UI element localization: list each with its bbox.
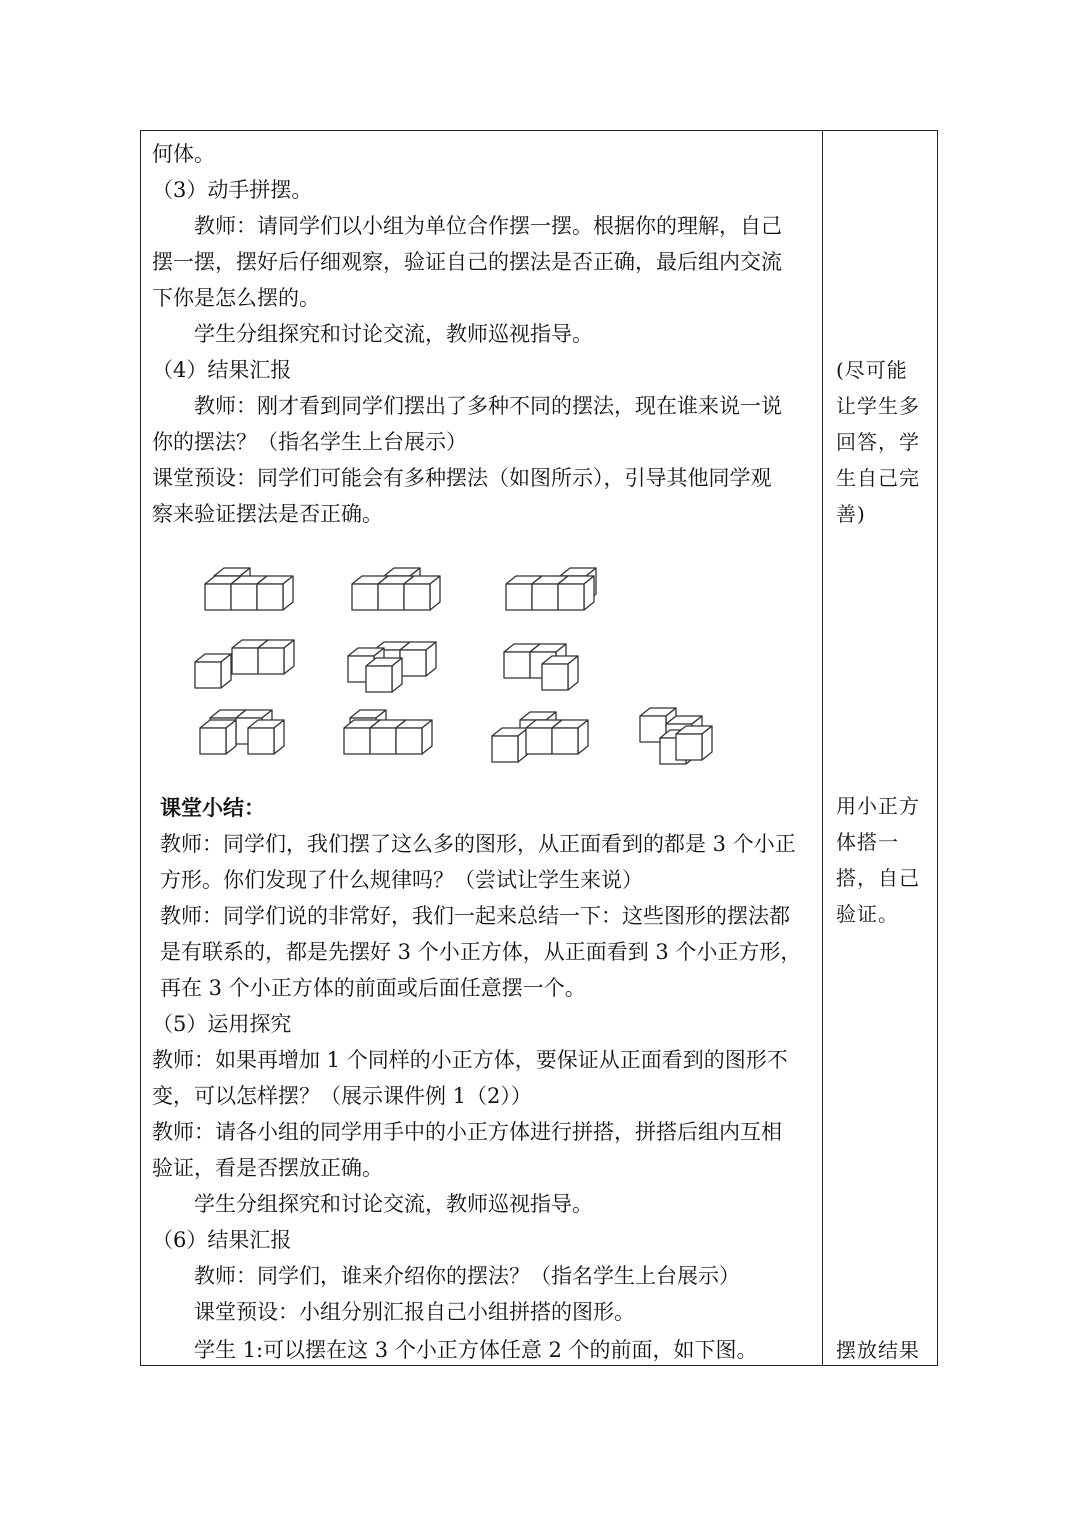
text-line: 课堂预设：小组分别汇报自己小组拼搭的图形。 (194, 1300, 635, 1324)
cube-face (248, 728, 274, 754)
text-line: 方形。你们发现了什么规律吗？（尝试让学生来说） (160, 868, 643, 892)
cube-face (200, 728, 226, 754)
section-heading: （6）结果汇报 (152, 1228, 292, 1252)
cube-face (366, 666, 392, 692)
cube-arrangements-figure (180, 556, 740, 776)
text-line: 下你是怎么摆的。 (152, 286, 320, 310)
text-line: 何体。 (152, 142, 215, 166)
side-note-line: 善) (836, 502, 866, 526)
cube-face (542, 664, 568, 690)
text-line: 是有联系的，都是先摆好 3 个小正方体，从正面看到 3 个小正方形， (160, 940, 802, 964)
side-note-line: 生自己完 (836, 466, 920, 490)
cube-face (526, 728, 552, 754)
side-note-line: 体搭一 (836, 830, 899, 854)
text-line: 教师：如果再增加 1 个同样的小正方体，要保证从正面看到的图形不 (152, 1048, 788, 1072)
section-heading: （3）动手拼摆。 (152, 178, 313, 202)
text-line: 你的摆法？（指名学生上台展示） (152, 430, 467, 454)
cube-face (257, 584, 283, 610)
column-divider (822, 130, 823, 1366)
text-line: 教师：请同学们以小组为单位合作摆一摆。根据你的理解，自己 (194, 214, 782, 238)
cube-face (195, 662, 221, 688)
side-note-line: 摆放结果 (836, 1338, 920, 1362)
cube-face (232, 648, 258, 674)
text-line: 学生 1:可以摆在这 3 个小正方体任意 2 个的前面，如下图。 (194, 1338, 758, 1362)
side-note-line: (尽可能 (836, 358, 908, 382)
cube-face (400, 650, 426, 676)
text-line: 再在 3 个小正方体的前面或后面任意摆一个。 (160, 976, 586, 1000)
cube-face (370, 728, 396, 754)
text-line: 教师：同学们说的非常好，我们一起来总结一下：这些图形的摆法都 (160, 904, 790, 928)
section-heading: （5）运用探究 (152, 1012, 292, 1036)
text-line: 摆一摆，摆好后仔细观察，验证自己的摆法是否正确，最后组内交流 (152, 250, 782, 274)
text-line: 教师：请各小组的同学用手中的小正方体进行拼搭，拼搭后组内互相 (152, 1120, 782, 1144)
cube-face (396, 728, 422, 754)
side-note-line: 搭，自己 (836, 866, 920, 890)
cube-face (504, 652, 530, 678)
cube-face (506, 584, 532, 610)
cube-face (558, 584, 584, 610)
text-line: 变，可以怎样摆？（展示课件例 1（2）） (152, 1084, 532, 1108)
text-line: 教师：同学们，谁来介绍你的摆法？（指名学生上台展示） (194, 1264, 740, 1288)
cube-face (404, 584, 430, 610)
cube-face (352, 584, 378, 610)
text-line: 学生分组探究和讨论交流，教师巡视指导。 (194, 1192, 593, 1216)
cube-face (552, 728, 578, 754)
text-line: 课堂预设：同学们可能会有多种摆法（如图所示），引导其他同学观 (152, 466, 772, 490)
side-note-line: 让学生多 (836, 394, 920, 418)
text-line: 教师：同学们，我们摆了这么多的图形，从正面看到的都是 3 个小正 (160, 832, 796, 856)
side-note-line: 用小正方 (836, 794, 920, 818)
cube-face (532, 584, 558, 610)
cube-face (205, 584, 231, 610)
side-note-line: 验证。 (836, 902, 899, 926)
text-line: 验证，看是否摆放正确。 (152, 1156, 383, 1180)
cube-face (231, 584, 257, 610)
section-heading: （4）结果汇报 (152, 358, 292, 382)
text-line: 教师：刚才看到同学们摆出了多种不同的摆法，现在谁来说一说 (194, 394, 782, 418)
cube-face (344, 728, 370, 754)
side-note-line: 回答，学 (836, 430, 920, 454)
cube-face (676, 734, 702, 760)
text-line: 察来验证摆法是否正确。 (152, 502, 383, 526)
text-line: 学生分组探究和讨论交流，教师巡视指导。 (194, 322, 593, 346)
cube-face (492, 736, 518, 762)
summary-title: 课堂小结： (160, 795, 265, 820)
cube-face (258, 648, 284, 674)
cube-face (378, 584, 404, 610)
